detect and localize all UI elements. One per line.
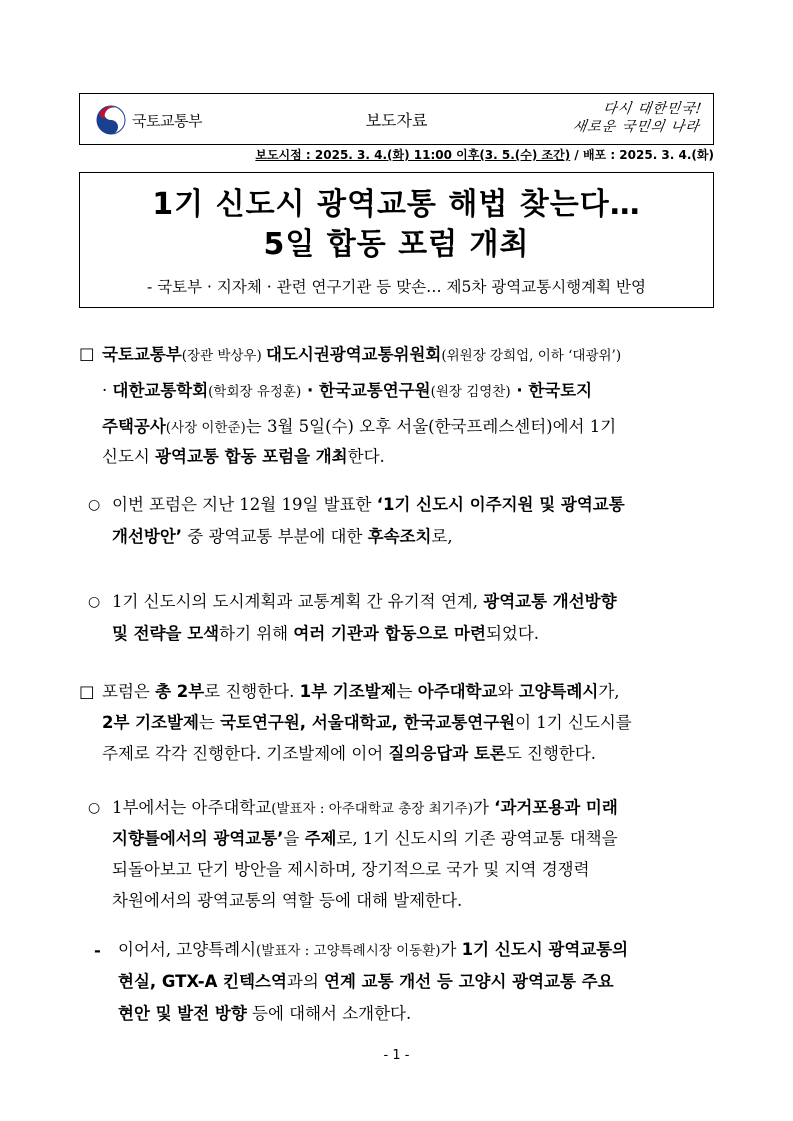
- text-run: 및 전략을 모색: [112, 624, 220, 643]
- text-run: 대도시권광역교통위원회: [266, 345, 442, 364]
- text-run: 질의응답과 토론: [388, 744, 506, 763]
- text-run: 가: [440, 940, 462, 959]
- document-type: 보도자료: [365, 111, 428, 130]
- text-run: (장관 박상우): [181, 348, 267, 364]
- text-run: 개선방안’: [112, 527, 183, 546]
- text-run: 로, 1기 신도시의 기존 광역교통 대책을: [336, 829, 618, 848]
- paragraph-1-line-2: [102, 376, 592, 407]
- slogan: [568, 100, 703, 136]
- page-number: - 1 -: [383, 1048, 410, 1063]
- text-run: 되었다.: [485, 624, 539, 643]
- square-bullet-1: □: [79, 344, 95, 363]
- paragraph-1-line-3: [102, 412, 616, 443]
- text-run: 1기 신도시의 도시계획과 교통계획 간 유기적 연계,: [112, 592, 484, 611]
- paragraph-1-line-4: [102, 442, 385, 472]
- text-run: 신도시: [102, 447, 156, 466]
- text-run: 로,: [431, 527, 453, 546]
- text-run: 광역교통 개선방향: [483, 592, 617, 611]
- text-run: 는: [396, 682, 418, 701]
- circle-bullet-3: ○: [88, 800, 101, 816]
- text-run: 현실, GTX-A 킨텍스역: [118, 972, 287, 991]
- text-run: 을: [283, 829, 305, 848]
- item-2-line-2: [112, 619, 539, 649]
- subitem-1-line-1: [118, 935, 628, 966]
- text-run: ·: [102, 381, 113, 400]
- text-run: 이 1기 신도시를: [515, 713, 632, 732]
- text-run: 1부 기조발제: [299, 682, 397, 701]
- text-run: (원장 김영찬): [430, 384, 511, 400]
- title-box: [79, 172, 714, 308]
- text-run: 하기 위해: [219, 624, 294, 643]
- text-run: ‘1기 신도시 이주지원 및 광역교통: [376, 495, 625, 514]
- text-run: 차원에서의 광역교통의 역할 등에 대해 발제한다.: [112, 891, 463, 910]
- item-3-line-3: [112, 855, 590, 885]
- release-time: 보도시점 : 2025. 3. 4.(화) 11:00 이후(3. 5.(수) 조간): [255, 148, 571, 162]
- text-run: · 한국교통연구원: [301, 381, 431, 400]
- item-1-line-2: [112, 522, 453, 552]
- text-run: 가: [472, 798, 495, 817]
- text-run: 대한교통학회: [112, 381, 209, 400]
- text-run: 는 3월 5일(수) 오후 서울(한국프레스센터)에서 1기: [245, 417, 617, 436]
- circle-bullet-1: ○: [88, 497, 101, 513]
- subitem-1-line-2: [118, 967, 614, 997]
- paragraph-2-line-3: [102, 739, 596, 769]
- text-run: 여러 기관과 합동으로 마련: [293, 624, 486, 643]
- text-run: 이번 포럼은 지난 12월 19일 발표한: [112, 495, 377, 514]
- title-line-1: 1기 신도시 광역교통 해법 찾는다…: [152, 187, 641, 222]
- title-line-2: 5일 합동 포럼 개최: [263, 227, 530, 262]
- text-run: 지향틀에서의 광역교통’: [112, 829, 284, 848]
- text-run: 가,: [598, 682, 620, 701]
- text-run: ‘과거포용과 미래: [494, 798, 618, 817]
- slogan-line-1: 다시 대한민국!: [601, 101, 704, 117]
- text-run: 와: [497, 682, 519, 701]
- text-run: 한다.: [347, 447, 385, 466]
- text-run: 포럼은: [102, 682, 156, 701]
- text-run: 과의: [286, 972, 325, 991]
- item-3-line-1: [112, 793, 618, 824]
- text-run: 연계 교통 개선 등 고양시 광역교통 주요: [324, 972, 614, 991]
- text-run: 1기 신도시 광역교통의: [461, 940, 629, 959]
- text-run: 중 광역교통 부분에 대한: [182, 527, 368, 546]
- text-run: 현안 및 발전 방향: [118, 1004, 247, 1023]
- text-run: (발표자 : 고양특례시장 이동환): [256, 943, 441, 959]
- item-3-line-2: [112, 824, 618, 854]
- text-run: (발표자 : 아주대학교 총장 최기주): [271, 801, 473, 817]
- text-run: 1부에서는 아주대학교: [112, 798, 272, 817]
- text-run: 후속조치: [367, 527, 432, 546]
- text-run: 광역교통 합동 포럼을 개최: [155, 447, 348, 466]
- text-run: 총 2부: [155, 682, 205, 701]
- text-run: 주제로 각각 진행한다. 기조발제에 이어: [102, 744, 389, 763]
- text-run: 도 진행한다.: [505, 744, 597, 763]
- text-run: 주제: [304, 829, 337, 848]
- text-run: (사장 이한준): [165, 420, 246, 436]
- item-3-line-4: [112, 886, 462, 916]
- item-1-line-1: [112, 490, 625, 520]
- release-info: [255, 146, 714, 163]
- circle-bullet-2: ○: [88, 594, 101, 610]
- item-2-line-1: [112, 587, 617, 617]
- text-run: 국토교통부: [102, 345, 182, 364]
- text-run: 고양특례시: [518, 682, 599, 701]
- paragraph-2-line-2: [102, 708, 632, 738]
- text-run: 로 진행한다.: [204, 682, 300, 701]
- text-run: 국토연구원, 서울대학교, 한국교통연구원: [220, 713, 516, 732]
- text-run: 주택공사: [102, 417, 166, 436]
- square-bullet-2: □: [79, 682, 95, 701]
- header-box: [79, 93, 714, 145]
- text-run: 2부 기조발제: [102, 713, 199, 732]
- text-run: 등에 대해서 소개한다.: [246, 1004, 412, 1023]
- subtitle: - 국토부 · 지자체 · 관련 연구기관 등 맞손… 제5차 광역교통시행계획 반영: [147, 278, 646, 296]
- text-run: · 한국토지: [510, 381, 593, 400]
- text-run: (위원장 강희업, 이하 ‘대광위’): [441, 348, 622, 364]
- ministry-name: 국토교통부: [132, 111, 202, 130]
- paragraph-2-line-1: [102, 677, 620, 707]
- dash-bullet-1: -: [94, 941, 101, 960]
- text-run: 는: [198, 713, 221, 732]
- subitem-1-line-3: [118, 999, 411, 1029]
- text-run: 아주대학교: [417, 682, 498, 701]
- slogan-line-2: 새로운 국민의 나라: [571, 119, 701, 135]
- text-run: 이어서, 고양특례시: [118, 940, 257, 959]
- text-run: (학회장 유정훈): [208, 384, 302, 400]
- distribution-date: / 배포 : 2025. 3. 4.(화): [570, 148, 714, 162]
- text-run: 되돌아보고 단기 방안을 제시하며, 장기적으로 국가 및 지역 경쟁력: [112, 860, 590, 879]
- paragraph-1-line-1: [102, 340, 621, 371]
